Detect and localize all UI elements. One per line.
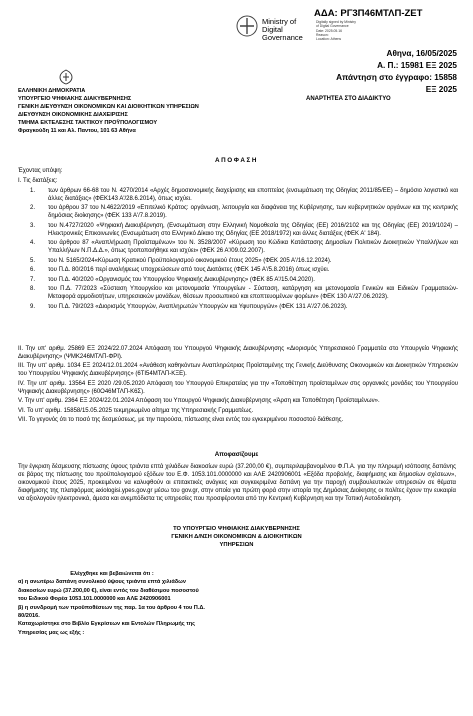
coat-of-arms-icon	[58, 69, 74, 85]
list-item: 6. του Π.Δ. 80/2016 περί αναλήψεως υποχρεώσεων από τους Διατάκτες (ΦΕΚ 145 Α'/5.8.2016) όπως ισχύει.	[30, 267, 330, 274]
reply-reference: Απάντηση στο έγγραφο: 15858	[336, 72, 457, 82]
digital-signature: Digitally signed by Ministry of Digital Governance Date: 2025.05.16 Reason: Location: Athens	[316, 20, 356, 41]
document-reference	[336, 48, 457, 96]
posting-note: ΑΝΑΡΤΗΤΕΑ ΣΤΟ ΔΙΑΔΙΚΤΥΟ	[306, 96, 391, 102]
greek-emblem-icon	[236, 14, 258, 38]
list-item: 4. του άρθρου 87 «Αναπλήρωση Προϊσταμένων» του Ν. 3528/2007 «Κύρωση του Κώδικα Κατάστασης Δημοσίων Πολιτικών Διοικητικών Υπαλλήλων και Υπαλλήλων Ν.Π.Δ.Δ.», όπως τροποποιήθηκε και ισχύει» (ΦΕΚ 26 Α'/09.02.2007).	[30, 240, 458, 255]
list-item: 5. του Ν. 5165/2024«Κύρωση Κρατικού Προϋπολογισμού οικονομικού έτους 2025» (ΦΕΚ 205 Α'/16.12.2024).	[30, 257, 332, 264]
ministry-logo-text: Ministry of Digital Governance	[262, 17, 303, 42]
list-item: 3. του Ν.4727/2020 «Ψηφιακή Διακυβέρνηση, (Ενσωμάτωση στην Ελληνική Νομοθεσία της Οδηγίας (ΕΕ) 2016/2102 και της Οδηγίας (ΕΕ) 2019/1024) – Ηλεκτρονικές Επικοινωνίες (Ενσωμάτωση στο Ελληνικό Δίκαιο της Οδηγίας (ΕΕ 2018/1972) και άλλες διατάξεις (ΦΕΚ Α' 184).	[30, 222, 458, 237]
document-title: ΑΠΟΦΑΣΗ	[214, 157, 259, 164]
decision-heading: Αποφασίζουμε	[214, 451, 259, 458]
provisions-list	[18, 188, 458, 313]
list-item: IV. Την υπ' αριθμ. 13564 ΕΞ 2020 /29.05.2020 Απόφαση του Υπουργού Επικρατείας για την «Τοποθέτηση προϊσταμένων στις οργανικές μονάδες του Υπουργείου Ψηφιακής Διακυβέρνησης» (60Ο46ΜΤΛΠ-Κ6Σ).	[18, 380, 458, 395]
list-item: 1. των άρθρων 66-68 του Ν. 4270/2014 «Αρχές δημοσιονομικής διαχείρισης και εποπτείας (ενσωμάτωση της Οδηγίας 2011/85/ΕΕ) – δημόσιο λογιστικό και άλλες διατάξεις» (ΦΕΚ143 Α'/28.6.2014), όπως ισχύει.	[30, 188, 458, 202]
list-item: III. Την υπ' αριθμ. 1034 ΕΞ 2024/12.01.2024 «Ανάθεση καθηκόντων Αναπληρώτριας Προϊσταμένης της Γενικής Διεύθυνσης Οικονομικών και Διοικητικών Υπηρεσιών του Υπουργείου Ψηφιακής Διακυβέρνησης» (6ΤΙ54ΜΤΛΠ-ΚΞΕ).	[18, 363, 458, 378]
verification-block: Ελέγχθηκε και βεβαιώνεται ότι : α) η ανωτέρω δαπάνη συνολικού ύψους τριάντα επτά χιλιάδων διακοσίων ευρώ (37.200,00 €), είναι εντός του διαθέσιμου ποσοστού του Ειδικού Φορέα 1053.101.0000000 και ΑΛΕ 2420906001 β) η συνδρομή των προϋποθέσεων της παρ. 1α του άρθρου 4 του Π.Δ. 80/2016. Καταχωρίστηκε στο Βιβλίο Εγκρίσεων και Εντολών Πληρωμής της Υπηρεσίας μας ως εξής :	[18, 571, 205, 636]
intro-text: Έχοντας υπόψη:	[18, 168, 63, 174]
list-item: 2. του άρθρου 37 του Ν.4622/2019 «Επιτελικό Κράτος: οργάνωση, λειτουργία και διαφάνεια της Κυβέρνησης, των κυβερνητικών οργάνων και της κεντρικής δημόσιας διοίκησης» (ΦΕΚ 133 Α'/7.8.2019).	[30, 205, 458, 220]
decision-paragraph: Την έγκριση δέσμευσης πίστωσης ύψους τριάντα επτά χιλιάδων διακοσίων ευρώ (37.200,00 €), συμπεριλαμβανομένου Φ.Π.Α. για την πληρωμή ισόποσης δαπάνης σε βάρος της πίστωσης του προϋπολογισμού εξόδων του Ε.Φ. 1053.101.0000000 και ΑΛΕ 2420906001 «Εξόδα προβολής, διαφήμισης και δημοσίων σχέσεων», οικονομικού έτους 2025, προκειμένου να καλυφθούν οι επιτακτικές ανάγκες και συγκεκριμένα δαπάνη για την παροχή συμβουλευτικών υπηρεσιών σε θέματα διαφήμισης της πλατφόρμας axiologisi.ypes.gov.gr μέσω του gov.gr, στην οποία για πρώτη φορά στην ιστορία της Δημόσιας Διοίκησης οι πολίτες έχουν την ευκαιρία να αξιολογούν ηλεκτρονικά, άμεσα και ανεμπόδιστα τις υπηρεσίες που προσφέρονται από την Κεντρική Κυβέρνηση και την Τοπική Αυτοδιοίκηση.	[18, 464, 456, 502]
issuer-header: ΕΛΛΗΝΙΚΗ ΔΗΜΟΚΡΑΤΙΑ ΥΠΟΥΡΓΕΙΟ ΨΗΦΙΑΚΗΣ ΔΙΑΚΥΒΕΡΝΗΣΗΣ ΓΕΝΙΚΗ ΔΙΕΥΘΥΝΣΗ ΟΙΚΟΝΟΜΙΚΩΝ ΚΑΙ ΔΙΟΙΚΗΤΙΚΩΝ ΥΠΗΡΕΣΙΩΝ ΔΙΕΥΘΥΝΣΗ ΟΙΚΟΝΟΜΙΚΗΣ ΔΙΑΧΕΙΡΙΣΗΣ ΤΜΗΜΑ ΕΚΤΕΛΕΣΗΣ ΤΑΚΤΙΚΟΥ ΠΡΟΫΠΟΛΟΓΙΣΜΟΥ Φραγκούδη 11 και Αλ. Παντου, 101 63 Αθήνα	[18, 88, 199, 134]
ada-code: ΑΔΑ: ΡΓ3Π46ΜΤΛΠ-ΖΕΤ	[314, 8, 423, 19]
list-item: 8. του Π.Δ. 77/2023 «Σύσταση Υπουργείου και μετονομασία Υπουργείων - Σύσταση, κατάργηση και μετονομασία Γενικών και Ειδικών Γραμματειών-Μεταφορά αρμοδιοτήτων, υπηρεσιακών μονάδων, θέσεων προσωπικού και εποπτευομένων φορέων» (ΦΕΚ 130 Α'/27.06.2023).	[30, 286, 458, 301]
list-item: 9. του Π.Δ. 79/2023 «Διορισμός Υπουργών, Αναπληρωτών Υπουργών και Υφυπουργών» (ΦΕΚ 131 Α'/27.06.2023).	[30, 303, 348, 310]
list-item: II. Την υπ' αριθμ. 25869 ΕΞ 2024/22.07.2024 Απόφαση του Υπουργού Ψηφιακής Διακυβέρνησης «Διορισμός Υπηρεσιακού Γραμματέα στο Υπουργείο Ψηφιακής Διακυβέρνησης» (ΨΜΚ246ΜΤΛΠ-ΦΡΙ).	[18, 346, 458, 360]
list-item: VI. Το υπ' αριθμ. 15858/15.05.2025 τεκμηριωμένο αίτημα της Υπηρεσιακής Γραμματέως.	[18, 407, 254, 414]
protocol-number: Α. Π.: 15981 ΕΞ 2025	[377, 60, 457, 70]
list-item: VII. Το γεγονός ότι το ποσό της δεσμεύσεως, με την παρούσα, πίστωσης είναι εντός του εγκεκριμένου ποσοστού διάθεσης.	[18, 417, 344, 424]
reply-year: ΕΞ 2025	[425, 84, 457, 94]
city-date: Αθηνα, 16/05/2025	[386, 49, 457, 58]
considerations-list	[18, 346, 458, 427]
list-item: 7. του Π.Δ. 40/2020 «Οργανισμός του Υπουργείου Ψηφιακής Διακυβέρνησης» (ΦΕΚ 85 Α'/15.04.2020).	[30, 276, 315, 283]
ministry-block: ΤΟ ΥΠΟΥΡΓΕΙΟ ΨΗΦΙΑΚΗΣ ΔΙΑΚΥΒΕΡΝΗΣΗΣ ΓΕΝΙΚΗ Δ/ΝΣΗ ΟΙΚΟΝΟΜΙΚΩΝ & ΔΙΟΙΚΗΤΙΚΩΝ ΥΠΗΡΕΣΙΩΝ	[171, 526, 302, 549]
section-heading: I. Τις διατάξεις:	[18, 178, 58, 184]
list-item: V. Την υπ' αριθμ. 2364 ΕΞ 2024/22.01.2024 Απόφαση του Υπουργού Ψηφιακής Διακυβέρνησης «Άρση και Τοποθέτηση Προϊσταμένων».	[18, 398, 380, 405]
